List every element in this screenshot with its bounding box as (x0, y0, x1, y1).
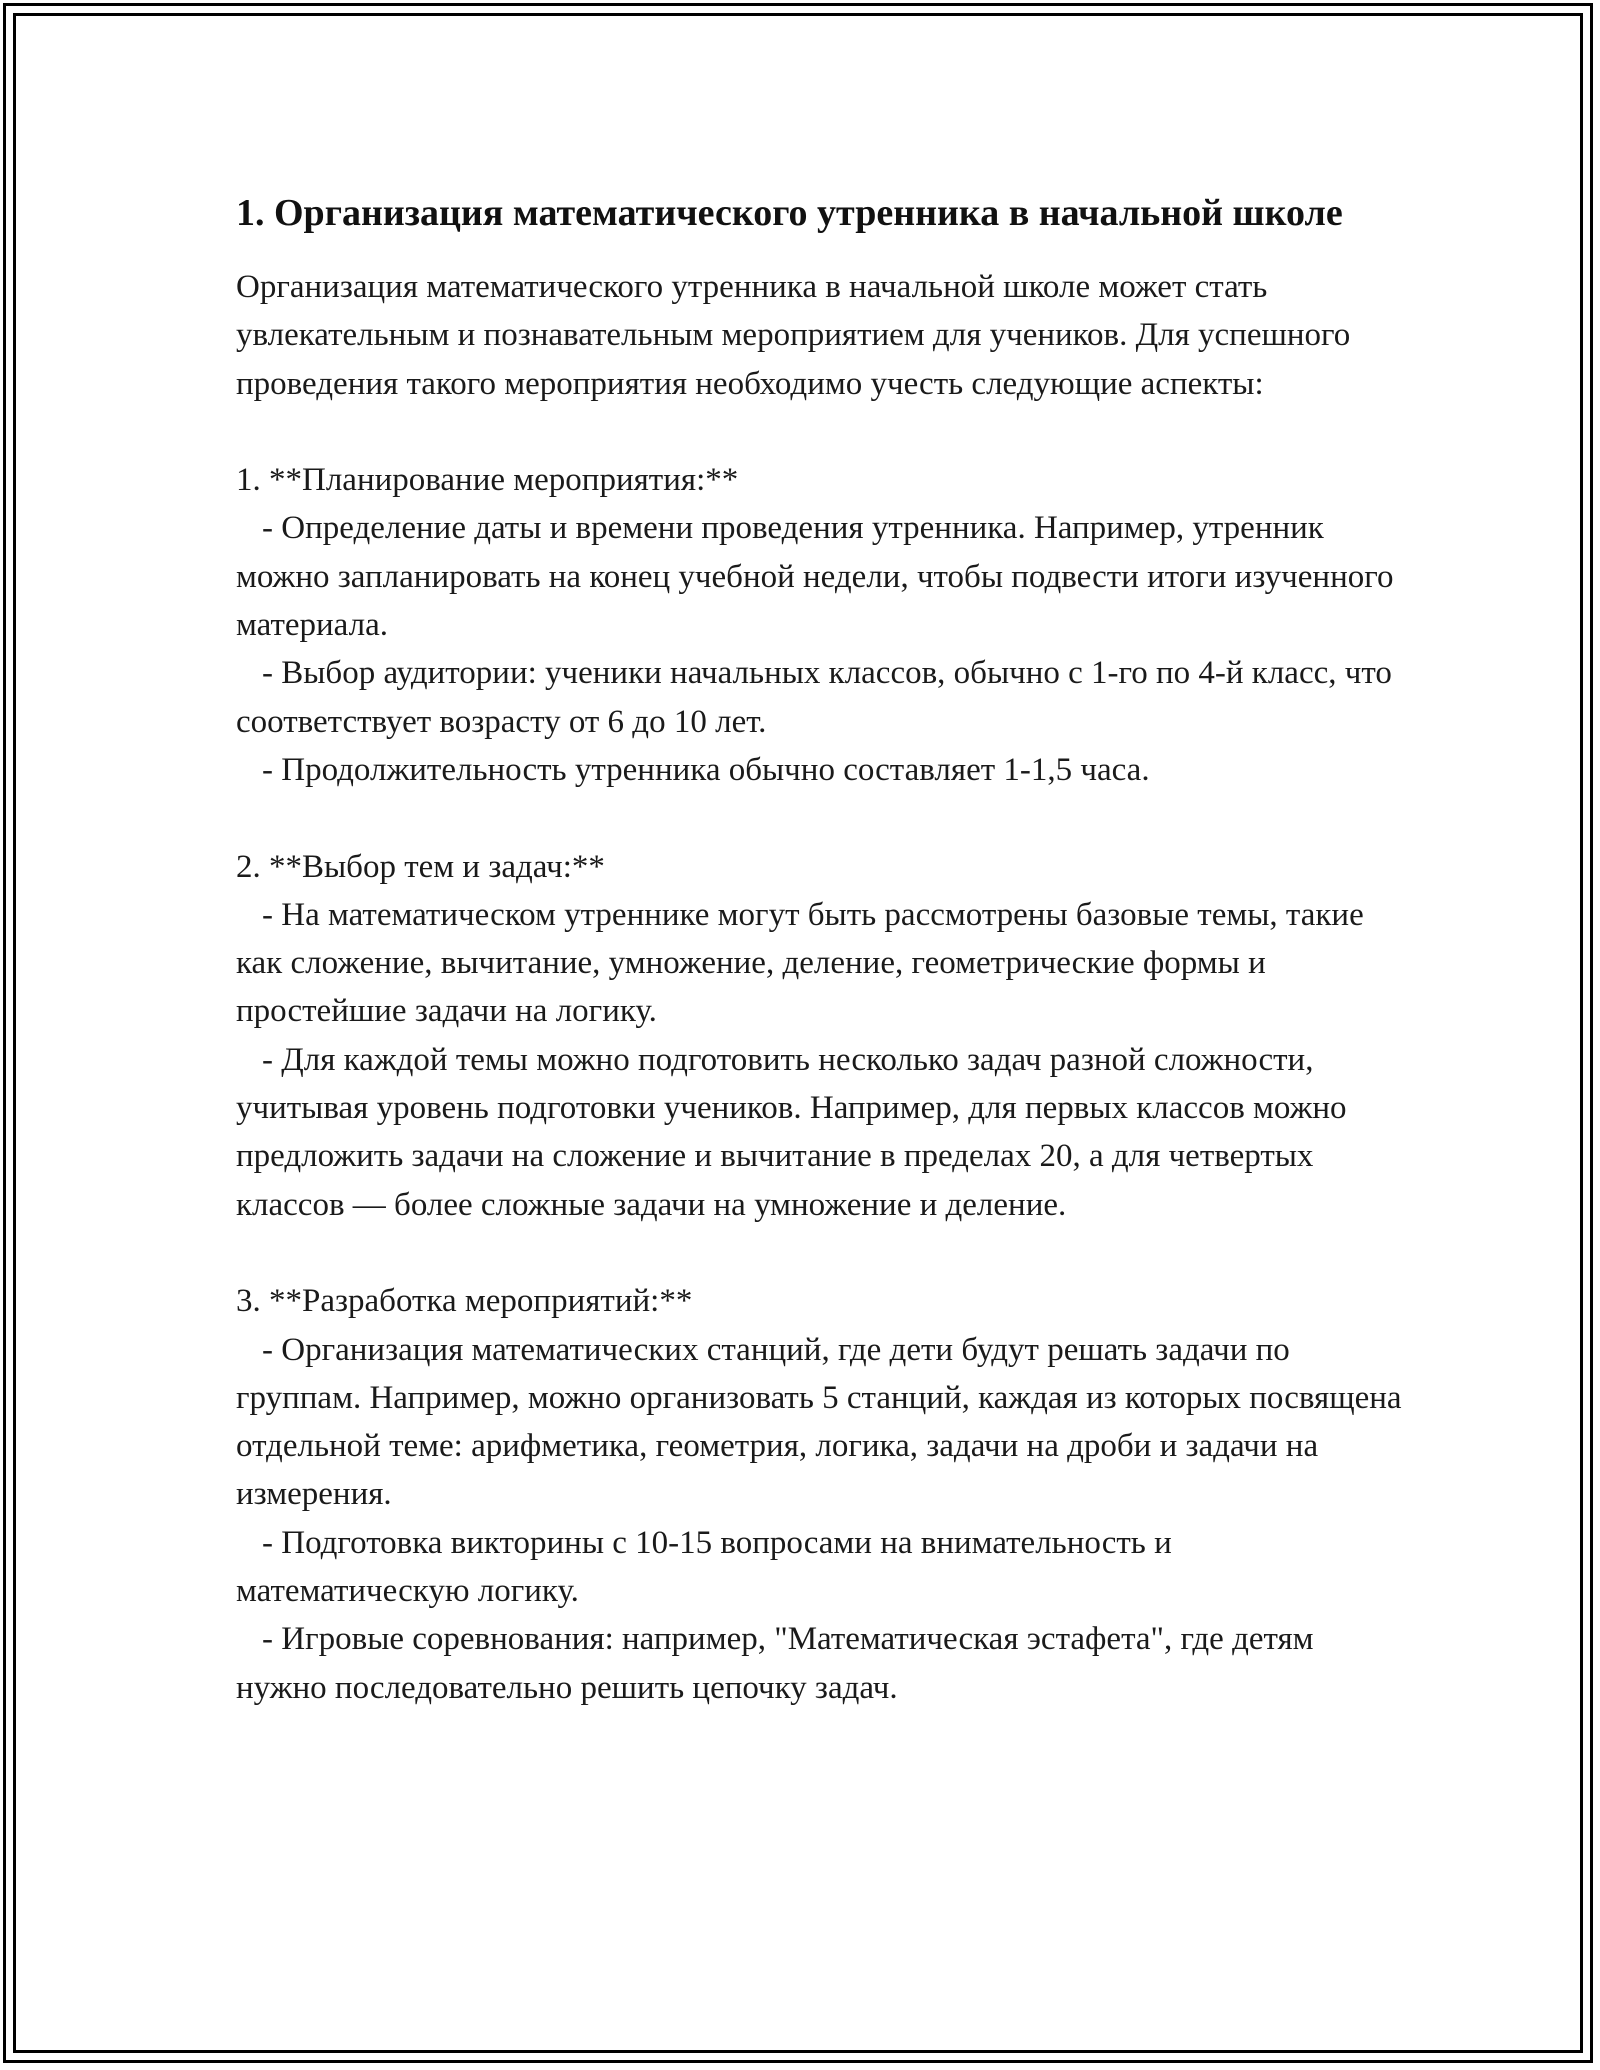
list-item: - Организация математических станций, где дети будут решать задачи по группам. Например, можно организовать 5 станций, каждая из которых посвящена отдельной теме: арифметика, геометрия, логика, задачи на дроби и задачи на измерения. (236, 1331, 1402, 1513)
section-topics (236, 843, 1406, 1229)
list-item: - Определение даты и времени проведения утренника. Например, утренник можно запланировать на конец учебной недели, чтобы подвести итоги изученного материала. (236, 510, 1394, 644)
list-item: - На математическом утреннике могут быть рассмотрены базовые темы, такие как сложение, вычитание, умножение, деление, геометрические формы и простейшие задачи на логику. (236, 896, 1364, 1030)
list-item: - Выбор аудитории: ученики начальных классов, обычно с 1-го по 4-й класс, что соответствует возрасту от 6 до 10 лет. (236, 655, 1392, 740)
section-activities (236, 1277, 1406, 1712)
list-item: - Подготовка викторины с 10-15 вопросами на внимательность и математическую логику. (236, 1524, 1172, 1610)
intro-paragraph: Организация математического утренника в начальной школе может стать увлекательным и познавательным мероприятием для учеников. Для успешного проведения такого мероприятия необходимо учесть следующие аспекты: (236, 269, 1351, 402)
section-heading: 2. **Выбор тем и задач:** (236, 848, 605, 885)
document-title: 1. Организация математического утренника в начальной школе (236, 192, 1343, 234)
list-item: - Для каждой темы можно подготовить несколько задач разной сложности, учитывая уровень подготовки учеников. Например, для первых классов можно предложить задачи на сложение и вычитание в пределах 20, а для четвертых классов — более сложные задачи на умножение и деление. (236, 1041, 1347, 1223)
list-item: - Продолжительность утренника обычно составляет 1-1,5 часа. (262, 751, 1150, 788)
list-item: - Игровые соревнования: например, "Математическая эстафета", где детям нужно последовательно решить цепочку задач. (236, 1621, 1314, 1706)
section-heading: 3. **Разработка мероприятий:** (236, 1283, 693, 1320)
document-body (236, 186, 1406, 1712)
section-heading: 1. **Планирование мероприятия:** (236, 462, 739, 499)
section-planning (236, 456, 1406, 794)
